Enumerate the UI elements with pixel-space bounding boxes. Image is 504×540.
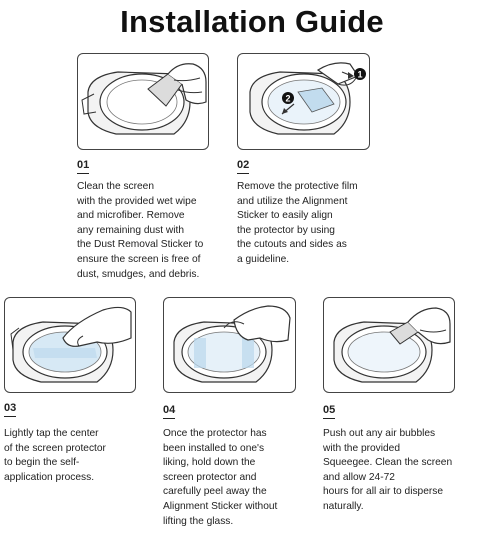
- watch-film-removal-illustration: [238, 54, 369, 149]
- step-04-illustration: [163, 297, 296, 393]
- step-02-description: Remove the protective film and utilize the Alignment Sticker to easily align the protector by using the cutouts and sides as a guideline.: [237, 181, 358, 265]
- step-05-illustration: [323, 297, 455, 393]
- page-title: Installation Guide: [120, 4, 384, 39]
- step-02-number: 02: [237, 159, 249, 174]
- watch-wipe-illustration: [78, 54, 208, 149]
- step-04-number: 04: [163, 404, 175, 419]
- callout-number-1: 1: [357, 69, 363, 80]
- step-01-description: Clean the screen with the provided wet wipe and microfiber. Remove any remaining dust with the Dust Removal Sticker to ensure the screen is free of dust, smudges, and debris.: [77, 181, 204, 280]
- watch-peel-sticker-illustration: [164, 298, 295, 392]
- step-05-description: Push out any air bubbles with the provided Squeegee. Clean the screen and allow 24-72 hours for all air to disperse naturally.: [323, 428, 453, 512]
- step-04-description: Once the protector has been installed to one's liking, hold down the screen protector and carefully peel away the Alignment Sticker without lifting the glass.: [163, 428, 278, 527]
- watch-squeegee-illustration: [324, 298, 454, 392]
- step-03-illustration: [4, 297, 136, 393]
- step-01-illustration: [77, 53, 209, 150]
- watch-tap-illustration: [5, 298, 135, 392]
- step-02-illustration: [237, 53, 370, 150]
- step-03-number: 03: [4, 402, 16, 417]
- step-03-description: Lightly tap the center of the screen protector to begin the self- application process.: [4, 428, 106, 483]
- step-05-number: 05: [323, 404, 335, 419]
- step-01-number: 01: [77, 159, 89, 174]
- callout-number-2: 2: [285, 93, 291, 104]
